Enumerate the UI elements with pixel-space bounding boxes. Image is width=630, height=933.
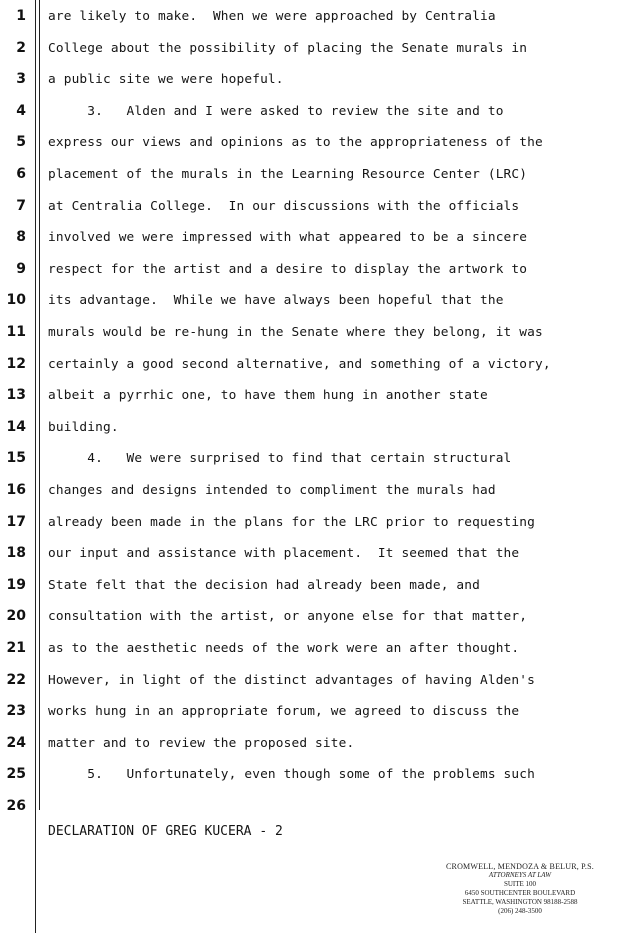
- text-line: its advantage. While we have always been hopeful that the: [48, 293, 504, 309]
- line-number: 25: [6, 766, 26, 783]
- text-line: express our views and opinions as to the appropriateness of the: [48, 135, 543, 151]
- text-line: albeit a pyrrhic one, to have them hung in another state: [48, 388, 488, 404]
- line-number: 20: [6, 608, 26, 625]
- text-line: building.: [48, 419, 119, 435]
- text-line: as to the aesthetic needs of the work were an after thought.: [48, 641, 520, 656]
- text-line: works hung in an appropriate forum, we agreed to discuss the: [48, 704, 520, 720]
- line-number: 6: [16, 166, 26, 182]
- line-number: 11: [6, 324, 26, 340]
- line-number: 7: [16, 197, 26, 214]
- text-line: State felt that the decision had already been made, and: [48, 577, 480, 593]
- text-line: 4. We were surprised to find that certain structural: [48, 451, 512, 467]
- firm-city: SEATTLE, WASHINGTON 98188-2588: [462, 898, 578, 906]
- firm-phone: (206) 248-3500: [498, 907, 542, 915]
- text-line: our input and assistance with placement. It seemed that the: [48, 546, 520, 562]
- text-line: certainly a good second alternative, and something of a victory,: [48, 356, 551, 372]
- line-number: 19: [6, 576, 26, 593]
- firm-name: CROMWELL, MENDOZA & BELUR, P.S.: [446, 862, 594, 871]
- line-number: 21: [6, 640, 26, 656]
- line-number: 23: [6, 703, 26, 720]
- line-number: 12: [6, 355, 26, 372]
- text-line: a public site we were hopeful.: [48, 72, 284, 88]
- text-line: matter and to review the proposed site.: [48, 735, 355, 751]
- text-line: are likely to make. When we were approached by Centralia: [48, 9, 496, 24]
- text-line: consultation with the artist, or anyone else for that matter,: [48, 609, 528, 625]
- firm-subtitle: ATTORNEYS AT LAW: [488, 871, 552, 879]
- left-margin-rule: [35, 0, 36, 933]
- text-line: 3. Alden and I were asked to review the site and to: [48, 103, 504, 119]
- law-firm-block: [430, 862, 610, 916]
- document-footer-title: DECLARATION OF GREG KUCERA - 2: [48, 824, 283, 839]
- text-line: murals would be re-hung in the Senate where they belong, it was: [48, 325, 543, 340]
- text-line: respect for the artist and a desire to display the artwork to: [48, 261, 528, 277]
- line-number: 8: [16, 229, 26, 246]
- text-line: However, in light of the distinct advantages of having Alden's: [48, 672, 535, 688]
- line-number: 9: [16, 260, 26, 277]
- text-line: already been made in the plans for the LRC prior to requesting: [48, 514, 535, 530]
- left-margin-rule-inner: [39, 0, 40, 810]
- text-line: College about the possibility of placing the Senate murals in: [48, 40, 528, 56]
- firm-suite: SUITE 100: [503, 880, 537, 888]
- text-line: 5. Unfortunately, even though some of the problems such: [48, 767, 535, 783]
- line-number: 2: [16, 39, 26, 56]
- line-number: 15: [6, 450, 26, 467]
- line-number: 22: [6, 671, 26, 688]
- line-number: 16: [6, 482, 26, 498]
- line-number: 24: [6, 734, 26, 751]
- line-number: 3: [16, 71, 26, 88]
- line-number: 26: [6, 798, 26, 814]
- line-number: 18: [6, 545, 26, 562]
- text-line: placement of the murals in the Learning Resource Center (LRC): [48, 167, 528, 182]
- text-line: involved we were impressed with what appeared to be a sincere: [48, 230, 528, 246]
- firm-street: 6450 SOUTHCENTER BOULEVARD: [464, 889, 576, 897]
- line-number: 17: [6, 513, 26, 530]
- text-line: changes and designs intended to compliment the murals had: [48, 483, 496, 498]
- text-line: at Centralia College. In our discussions with the officials: [48, 198, 520, 214]
- line-number: 5: [16, 134, 26, 151]
- line-number: 4: [16, 102, 26, 119]
- line-number: 10: [6, 292, 26, 309]
- line-number: 1: [16, 8, 26, 24]
- line-number: 14: [6, 418, 26, 435]
- line-number: 13: [6, 387, 26, 404]
